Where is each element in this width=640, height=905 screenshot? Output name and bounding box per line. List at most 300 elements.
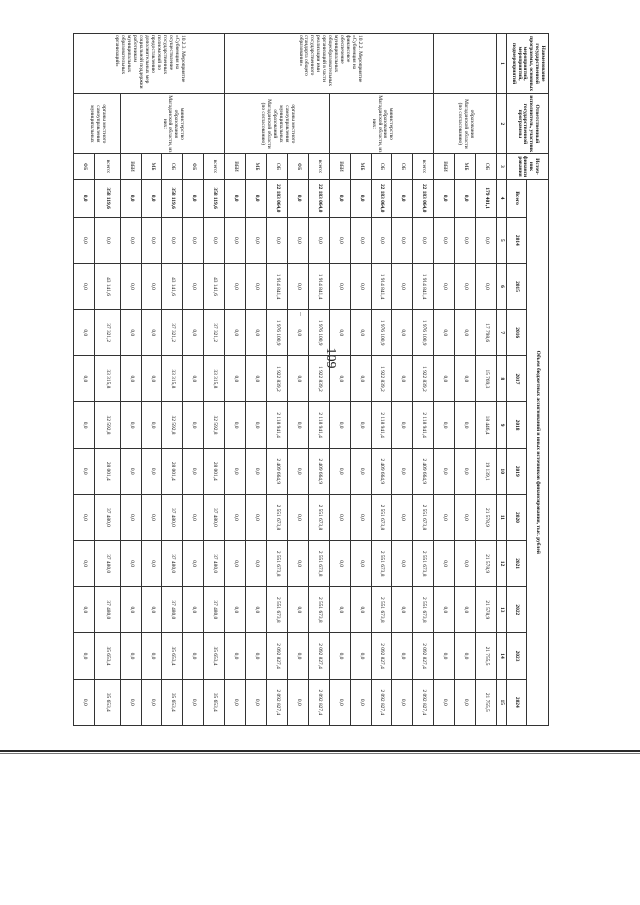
year-value-cell: 2 092 827,4 bbox=[371, 679, 392, 725]
year-value-cell: 0,0 bbox=[183, 587, 204, 633]
program-name-cell: 10.2.3. Мероприятие «Субвенция на осуществление государственных полномочий по предоставлению дополнительных мер социальной поддержки работникам муниципальных образовательных организаций» bbox=[74, 34, 225, 94]
year-value-cell: 2 551 673,8 bbox=[371, 541, 392, 587]
total-value-cell: 0,0 bbox=[246, 179, 267, 217]
source-cell: ВБИ bbox=[120, 154, 141, 179]
header-year: 2018 bbox=[507, 402, 527, 448]
year-value-cell: 0,0 bbox=[246, 494, 267, 540]
year-value-cell: 0,0 bbox=[434, 494, 455, 540]
year-value-cell: 2 118 941,4 bbox=[371, 402, 392, 448]
column-number-row bbox=[497, 34, 507, 726]
year-value-cell: 0,0 bbox=[287, 494, 308, 540]
source-cell: МБ bbox=[350, 154, 371, 179]
year-value-cell: 0,0 bbox=[434, 310, 455, 356]
year-value-cell: 0,0 bbox=[225, 217, 246, 263]
source-cell: всего: bbox=[204, 154, 225, 179]
source-cell: ФБ bbox=[74, 154, 95, 179]
year-value-cell: 0,0 bbox=[329, 263, 350, 309]
year-value-cell: 2 092 827,4 bbox=[413, 679, 434, 725]
total-value-cell: 0,0 bbox=[287, 179, 308, 217]
year-value-cell: 2 092 827,4 bbox=[267, 679, 288, 725]
year-value-cell: 0,0 bbox=[120, 448, 141, 494]
year-value-cell: 2 551 673,8 bbox=[413, 587, 434, 633]
source-cell: всего: bbox=[413, 154, 434, 179]
year-value-cell: 35 653,4 bbox=[162, 633, 183, 679]
year-value-cell: 0,0 bbox=[455, 587, 476, 633]
total-value-cell: 179 401,1 bbox=[476, 179, 497, 217]
total-value-cell: 358 119,6 bbox=[204, 179, 225, 217]
column-number: 6 bbox=[497, 263, 507, 309]
year-value-cell: 0,0 bbox=[455, 633, 476, 679]
year-value-cell: 0,0 bbox=[74, 633, 95, 679]
year-value-cell: 0,0 bbox=[141, 263, 162, 309]
year-value-cell: 0,0 bbox=[74, 217, 95, 263]
year-value-cell: 0,0 bbox=[455, 402, 476, 448]
year-value-cell: 43 141,6 bbox=[204, 263, 225, 309]
year-value-cell: 35 653,4 bbox=[95, 679, 121, 725]
column-number: 2 bbox=[497, 94, 507, 154]
year-value-cell: 37 321,2 bbox=[95, 310, 121, 356]
header-financing-group: Объем бюджетных ассигнований и иных источников финансирования, тыс. рублей bbox=[527, 179, 549, 725]
year-value-cell: 0,0 bbox=[329, 217, 350, 263]
total-value-cell: 22 183 064,0 bbox=[267, 179, 288, 217]
header-year: 2016 bbox=[507, 310, 527, 356]
total-value-cell: 358 119,6 bbox=[95, 179, 121, 217]
year-value-cell: 1 922 839,2 bbox=[371, 356, 392, 402]
year-value-cell: 0,0 bbox=[120, 494, 141, 540]
year-value-cell: 0,0 bbox=[392, 217, 413, 263]
column-number: 5 bbox=[497, 217, 507, 263]
year-value-cell: 2 551 673,8 bbox=[413, 494, 434, 540]
total-value-cell: 0,0 bbox=[392, 179, 413, 217]
header-year: 2019 bbox=[507, 448, 527, 494]
year-value-cell: 0,0 bbox=[246, 448, 267, 494]
year-value-cell: 37 480,0 bbox=[162, 541, 183, 587]
year-value-cell: 0,0 bbox=[246, 633, 267, 679]
column-number: 9 bbox=[497, 402, 507, 448]
year-value-cell: 0,0 bbox=[350, 217, 371, 263]
year-value-cell: 0,0 bbox=[246, 541, 267, 587]
year-value-cell: 0,0 bbox=[225, 587, 246, 633]
year-value-cell: 0,0 bbox=[329, 679, 350, 725]
source-cell: ВБИ bbox=[225, 154, 246, 179]
year-value-cell: 2 092 827,4 bbox=[371, 633, 392, 679]
year-value-cell: 0,0 bbox=[392, 633, 413, 679]
year-value-cell: 32 592,8 bbox=[162, 402, 183, 448]
page-bottom-rule-secondary bbox=[0, 753, 640, 754]
program-name-cell bbox=[434, 34, 497, 94]
year-value-cell: 17 798,6 bbox=[476, 310, 497, 356]
year-value-cell: 0,0 bbox=[225, 448, 246, 494]
executor-cell: образования Магаданской области (по согласованию) bbox=[434, 94, 497, 154]
year-value-cell: 0,0 bbox=[392, 356, 413, 402]
total-value-cell: 22 183 064,0 bbox=[413, 179, 434, 217]
source-cell: ВБИ bbox=[329, 154, 350, 179]
year-value-cell: 0,0 bbox=[308, 217, 329, 263]
year-value-cell: 0,0 bbox=[74, 587, 95, 633]
year-value-cell: 0,0 bbox=[350, 310, 371, 356]
year-value-cell: 0,0 bbox=[120, 679, 141, 725]
year-value-cell: 32 592,8 bbox=[95, 402, 121, 448]
year-value-cell: 21 578,9 bbox=[476, 494, 497, 540]
source-cell: ОБ bbox=[267, 154, 288, 179]
year-value-cell: 43 141,6 bbox=[95, 263, 121, 309]
year-value-cell: 2 409 664,9 bbox=[308, 448, 329, 494]
total-value-cell: 0,0 bbox=[455, 179, 476, 217]
table-row bbox=[308, 34, 329, 726]
year-value-cell: 28 001,4 bbox=[95, 448, 121, 494]
header-year: 2017 bbox=[507, 356, 527, 402]
year-value-cell: 0,0 bbox=[120, 633, 141, 679]
year-value-cell: 0,0 bbox=[350, 587, 371, 633]
year-value-cell: 0,0 bbox=[413, 217, 434, 263]
year-value-cell: 0,0 bbox=[74, 448, 95, 494]
year-value-cell: 1 914 841,4 bbox=[413, 263, 434, 309]
year-value-cell: 2 409 664,9 bbox=[267, 448, 288, 494]
year-value-cell: 2 092 827,4 bbox=[308, 679, 329, 725]
column-number: 10 bbox=[497, 448, 507, 494]
year-value-cell: 0,0 bbox=[183, 679, 204, 725]
year-value-cell: 0,0 bbox=[287, 541, 308, 587]
year-value-cell: 0,0 bbox=[74, 310, 95, 356]
year-value-cell: 0,0 bbox=[392, 402, 413, 448]
year-value-cell: 0,0 bbox=[225, 356, 246, 402]
year-value-cell: 0,0 bbox=[392, 448, 413, 494]
year-value-cell: 21 755,5 bbox=[476, 633, 497, 679]
year-value-cell: 0,0 bbox=[287, 217, 308, 263]
source-cell: ОБ bbox=[162, 154, 183, 179]
year-value-cell: 0,0 bbox=[246, 217, 267, 263]
source-cell: ОБ bbox=[392, 154, 413, 179]
year-value-cell: 0,0 bbox=[455, 448, 476, 494]
executor-cell: органы местного самоуправления муниципальных образований Магаданской области (по согласованию) bbox=[225, 94, 330, 154]
column-number: 14 bbox=[497, 633, 507, 679]
year-value-cell: 1 914 841,4 bbox=[371, 263, 392, 309]
year-value-cell: 0,0 bbox=[329, 448, 350, 494]
year-value-cell: 37 480,0 bbox=[162, 587, 183, 633]
year-value-cell: 0,0 bbox=[287, 587, 308, 633]
year-value-cell: 0,0 bbox=[434, 402, 455, 448]
year-value-cell: 37 480,0 bbox=[95, 494, 121, 540]
year-value-cell: 0,0 bbox=[74, 356, 95, 402]
year-value-cell: 37 480,0 bbox=[204, 541, 225, 587]
year-value-cell: 1 922 839,2 bbox=[267, 356, 288, 402]
year-value-cell: 0,0 bbox=[455, 541, 476, 587]
year-value-cell: 0,0 bbox=[74, 541, 95, 587]
year-value-cell: 0,0 bbox=[287, 679, 308, 725]
year-value-cell: 0,0 bbox=[267, 217, 288, 263]
year-value-cell: 43 141,6 bbox=[162, 263, 183, 309]
year-value-cell: 0,0 bbox=[434, 587, 455, 633]
source-cell: всего: bbox=[308, 154, 329, 179]
year-value-cell: 0,0 bbox=[225, 402, 246, 448]
year-value-cell: 0,0 bbox=[246, 263, 267, 309]
year-value-cell: 0,0 bbox=[246, 587, 267, 633]
table-row bbox=[413, 34, 434, 726]
source-cell: ОБ bbox=[476, 154, 497, 179]
year-value-cell: 0,0 bbox=[350, 541, 371, 587]
year-value-cell: 19 139,1 bbox=[476, 448, 497, 494]
year-value-cell: 0,0 bbox=[455, 310, 476, 356]
year-value-cell: 0,0 bbox=[141, 402, 162, 448]
year-value-cell: 37 480,0 bbox=[162, 494, 183, 540]
year-value-cell: 0,0 bbox=[392, 679, 413, 725]
year-value-cell: 0,0 bbox=[120, 263, 141, 309]
table-row bbox=[476, 34, 497, 726]
year-value-cell: 1 914 841,4 bbox=[308, 263, 329, 309]
year-value-cell: 0,0 bbox=[225, 310, 246, 356]
total-value-cell: 0,0 bbox=[141, 179, 162, 217]
year-value-cell: 0,0 bbox=[476, 263, 497, 309]
year-value-cell: 0,0 bbox=[120, 587, 141, 633]
year-value-cell: 2 551 673,8 bbox=[267, 494, 288, 540]
column-number: 11 bbox=[497, 494, 507, 540]
year-value-cell: 0,0 bbox=[246, 310, 267, 356]
year-value-cell: 37 321,2 bbox=[204, 310, 225, 356]
year-value-cell: 0,0 bbox=[141, 494, 162, 540]
total-value-cell: 0,0 bbox=[434, 179, 455, 217]
executor-cell: министерство образования Магаданской области, из них: bbox=[120, 94, 225, 154]
year-value-cell: 0,0 bbox=[455, 494, 476, 540]
year-value-cell: 0,0 bbox=[434, 263, 455, 309]
year-value-cell: 0,0 bbox=[350, 633, 371, 679]
year-value-cell: 0,0 bbox=[74, 494, 95, 540]
year-value-cell: 0,0 bbox=[162, 217, 183, 263]
year-value-cell: 2 551 673,8 bbox=[267, 587, 288, 633]
year-value-cell: 32 592,8 bbox=[204, 402, 225, 448]
year-value-cell: 0,0 bbox=[225, 633, 246, 679]
year-value-cell: 0,0 bbox=[350, 402, 371, 448]
year-value-cell: 0,0 bbox=[141, 541, 162, 587]
header-executor: Ответственный исполнитель, участник государственной программы bbox=[507, 94, 549, 154]
year-value-cell: 0,0 bbox=[329, 541, 350, 587]
year-value-cell: 2 118 941,4 bbox=[267, 402, 288, 448]
year-value-cell: 0,0 bbox=[455, 356, 476, 402]
year-value-cell: 0,0 bbox=[74, 263, 95, 309]
total-value-cell: 0,0 bbox=[329, 179, 350, 217]
year-value-cell: 21 578,9 bbox=[476, 587, 497, 633]
financing-table bbox=[73, 33, 549, 726]
rotated-table-container bbox=[73, 33, 549, 726]
year-value-cell: 2 092 827,4 bbox=[308, 633, 329, 679]
year-value-cell: 35 653,4 bbox=[162, 679, 183, 725]
year-value-cell: 28 001,4 bbox=[204, 448, 225, 494]
total-value-cell: 0,0 bbox=[225, 179, 246, 217]
column-number: 12 bbox=[497, 541, 507, 587]
year-value-cell: 0,0 bbox=[225, 263, 246, 309]
year-value-cell: 0,0 bbox=[287, 448, 308, 494]
year-value-cell: 0,0 bbox=[246, 356, 267, 402]
year-value-cell: 2 118 941,4 bbox=[413, 402, 434, 448]
header-year: 2024 bbox=[507, 679, 527, 725]
source-cell: ФБ bbox=[287, 154, 308, 179]
year-value-cell: 37 480,0 bbox=[95, 587, 121, 633]
year-value-cell: 33 315,8 bbox=[162, 356, 183, 402]
year-value-cell: 21 578,9 bbox=[476, 541, 497, 587]
year-value-cell: 0,0 bbox=[392, 494, 413, 540]
financing-table-frame bbox=[73, 33, 549, 726]
year-value-cell: 2 551 673,8 bbox=[267, 541, 288, 587]
year-value-cell: 1 976 100,9 bbox=[371, 310, 392, 356]
year-value-cell: 35 653,4 bbox=[204, 633, 225, 679]
executor-cell: министерство образования Магаданской области, из них: bbox=[329, 94, 434, 154]
year-value-cell: 0,0 bbox=[455, 263, 476, 309]
header-year: 2015 bbox=[507, 263, 527, 309]
financing-table-body bbox=[74, 34, 497, 726]
column-number: 7 bbox=[497, 310, 507, 356]
table-row bbox=[95, 34, 121, 726]
total-value-cell: 0,0 bbox=[183, 179, 204, 217]
column-number: 13 bbox=[497, 587, 507, 633]
year-value-cell: 0,0 bbox=[183, 448, 204, 494]
year-value-cell: 0,0 bbox=[246, 402, 267, 448]
year-value-cell: 0,0 bbox=[329, 587, 350, 633]
year-value-cell: 0,0 bbox=[120, 217, 141, 263]
year-value-cell: 0,0 bbox=[287, 633, 308, 679]
year-value-cell: 0,0 bbox=[141, 217, 162, 263]
year-value-cell: 1 976 100,9 bbox=[308, 310, 329, 356]
year-value-cell: 0,0 bbox=[287, 310, 308, 356]
year-value-cell: 0,0 bbox=[225, 679, 246, 725]
year-value-cell: 0,0 bbox=[287, 402, 308, 448]
total-value-cell: 0,0 bbox=[350, 179, 371, 217]
year-value-cell: 0,0 bbox=[455, 217, 476, 263]
year-value-cell: 0,0 bbox=[287, 356, 308, 402]
year-value-cell: 2 118 941,4 bbox=[308, 402, 329, 448]
year-value-cell: 0,0 bbox=[225, 494, 246, 540]
year-value-cell: 0,0 bbox=[350, 679, 371, 725]
total-value-cell: 0,0 bbox=[120, 179, 141, 217]
header-year: 2020 bbox=[507, 494, 527, 540]
year-value-cell: 0,0 bbox=[392, 541, 413, 587]
year-value-cell: 0,0 bbox=[350, 356, 371, 402]
year-value-cell: 1 976 100,9 bbox=[267, 310, 288, 356]
source-cell: МБ bbox=[246, 154, 267, 179]
year-value-cell: 0,0 bbox=[74, 679, 95, 725]
year-value-cell: 1 922 839,2 bbox=[308, 356, 329, 402]
source-cell: ФБ bbox=[183, 154, 204, 179]
year-value-cell: 0,0 bbox=[141, 356, 162, 402]
year-value-cell: 0,0 bbox=[476, 217, 497, 263]
total-value-cell: 22 183 064,0 bbox=[308, 179, 329, 217]
year-value-cell: 2 409 664,9 bbox=[413, 448, 434, 494]
year-value-cell: 0,0 bbox=[371, 217, 392, 263]
year-value-cell: 0,0 bbox=[183, 494, 204, 540]
year-value-cell: 35 653,4 bbox=[204, 679, 225, 725]
year-value-cell: 0,0 bbox=[329, 356, 350, 402]
year-value-cell: 0,0 bbox=[120, 310, 141, 356]
year-value-cell: 0,0 bbox=[141, 679, 162, 725]
column-number: 15 bbox=[497, 679, 507, 725]
column-number: 8 bbox=[497, 356, 507, 402]
year-value-cell: 0,0 bbox=[141, 633, 162, 679]
year-value-cell: 0,0 bbox=[95, 217, 121, 263]
year-value-cell: 37 321,2 bbox=[162, 310, 183, 356]
year-value-cell: 0,0 bbox=[183, 541, 204, 587]
year-value-cell: 0,0 bbox=[434, 541, 455, 587]
year-value-cell: 0,0 bbox=[183, 356, 204, 402]
year-value-cell: 35 653,4 bbox=[95, 633, 121, 679]
year-value-cell: 0,0 bbox=[287, 263, 308, 309]
executor-cell: органы местного самоуправления муниципальных bbox=[74, 94, 121, 154]
year-value-cell: 0,0 bbox=[329, 494, 350, 540]
year-value-cell: 0,0 bbox=[183, 217, 204, 263]
year-value-cell: 0,0 bbox=[434, 217, 455, 263]
year-value-cell: 0,0 bbox=[455, 679, 476, 725]
year-value-cell: 15 769,3 bbox=[476, 356, 497, 402]
header-source: Источ- ник финанси рования bbox=[507, 154, 549, 179]
year-value-cell: 2 551 673,8 bbox=[371, 587, 392, 633]
header-year: 2014 bbox=[507, 217, 527, 263]
year-value-cell: 2 551 673,8 bbox=[308, 587, 329, 633]
year-value-cell: 1 976 100,9 bbox=[413, 310, 434, 356]
total-value-cell: 358 119,6 bbox=[162, 179, 183, 217]
year-value-cell: 0,0 bbox=[183, 633, 204, 679]
year-value-cell: 2 551 673,8 bbox=[371, 494, 392, 540]
year-value-cell: 0,0 bbox=[392, 310, 413, 356]
year-value-cell: 0,0 bbox=[350, 448, 371, 494]
year-value-cell: 2 092 827,4 bbox=[267, 633, 288, 679]
year-value-cell: 0,0 bbox=[329, 402, 350, 448]
year-value-cell: 2 551 673,8 bbox=[413, 541, 434, 587]
table-row bbox=[204, 34, 225, 726]
year-value-cell: 0,0 bbox=[183, 263, 204, 309]
year-value-cell: 1 922 839,2 bbox=[413, 356, 434, 402]
year-value-cell: 0,0 bbox=[74, 402, 95, 448]
year-value-cell: 0,0 bbox=[141, 310, 162, 356]
year-value-cell: 0,0 bbox=[434, 356, 455, 402]
year-value-cell: 0,0 bbox=[141, 587, 162, 633]
year-value-cell: 0,0 bbox=[434, 679, 455, 725]
source-cell: всего: bbox=[95, 154, 121, 179]
year-value-cell: 0,0 bbox=[120, 402, 141, 448]
year-value-cell: 2 409 664,9 bbox=[371, 448, 392, 494]
year-value-cell: 37 480,0 bbox=[204, 494, 225, 540]
year-value-cell: 0,0 bbox=[141, 448, 162, 494]
total-value-cell: 22 183 064,0 bbox=[371, 179, 392, 217]
year-value-cell: 1 914 841,4 bbox=[267, 263, 288, 309]
total-value-cell: 0,0 bbox=[74, 179, 95, 217]
year-value-cell: 33 315,8 bbox=[95, 356, 121, 402]
header-program: Наименование государственной программы, основных мероприятий, мероприятий, подмероприятий bbox=[507, 34, 549, 94]
column-number: 3 bbox=[497, 154, 507, 179]
year-value-cell: 0,0 bbox=[246, 679, 267, 725]
year-value-cell: 18 446,4 bbox=[476, 402, 497, 448]
page-number: 109 bbox=[323, 347, 338, 369]
year-value-cell: 0,0 bbox=[120, 541, 141, 587]
year-value-cell: 2 551 673,8 bbox=[308, 494, 329, 540]
header-year: 2023 bbox=[507, 633, 527, 679]
source-cell: МБ bbox=[141, 154, 162, 179]
year-value-cell: 0,0 bbox=[392, 263, 413, 309]
year-value-cell: 0,0 bbox=[183, 402, 204, 448]
year-value-cell: 0,0 bbox=[225, 541, 246, 587]
year-value-cell: 0,0 bbox=[434, 448, 455, 494]
program-name-cell: 10.2.2. Мероприятие «Субвенция на финансовое обеспечение муниципальных общеобразовательных организаций в части реализации ими государственного стандарта общего образования» bbox=[225, 34, 434, 94]
year-value-cell: 28 001,4 bbox=[162, 448, 183, 494]
year-value-cell: 2 092 827,4 bbox=[413, 633, 434, 679]
year-value-cell: 21 755,5 bbox=[476, 679, 497, 725]
year-value-cell: 0,0 bbox=[329, 633, 350, 679]
year-value-cell: 2 551 673,8 bbox=[308, 541, 329, 587]
year-value-cell: 0,0 bbox=[183, 310, 204, 356]
year-value-cell: 0,0 bbox=[350, 494, 371, 540]
source-cell: ОБ bbox=[371, 154, 392, 179]
column-number: 4 bbox=[497, 179, 507, 217]
year-value-cell: 0,0 bbox=[204, 217, 225, 263]
header-total: Всего bbox=[507, 179, 527, 217]
year-value-cell: 0,0 bbox=[392, 587, 413, 633]
source-cell: ВБИ bbox=[434, 154, 455, 179]
